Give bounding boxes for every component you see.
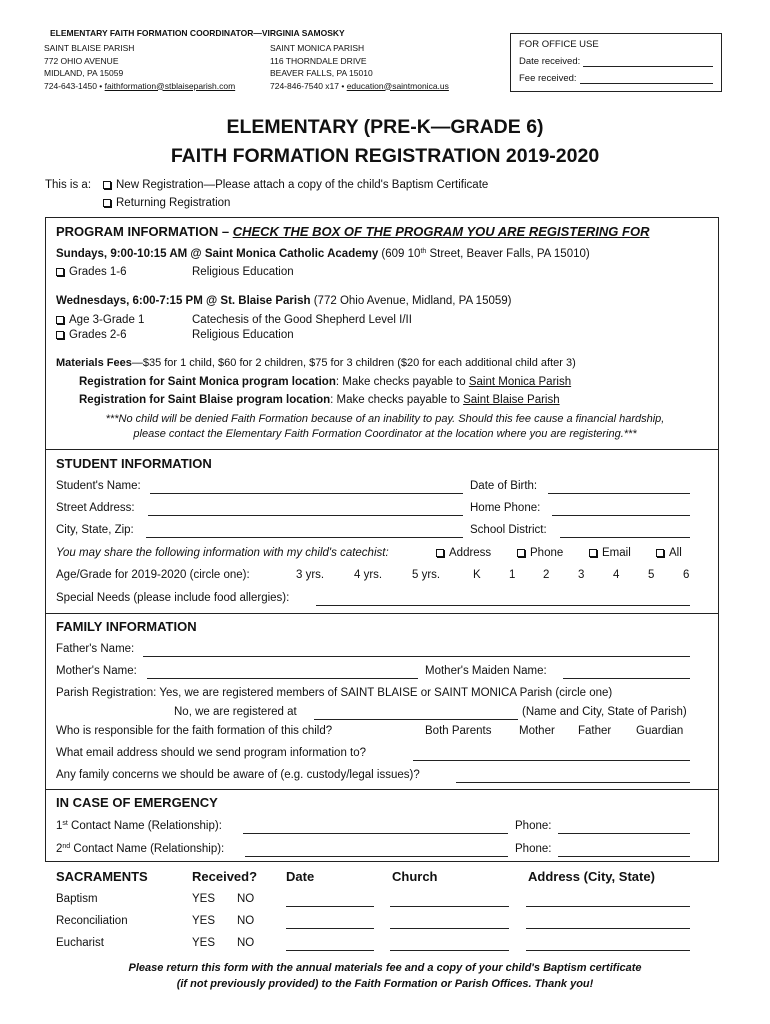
church-field[interactable]	[390, 950, 509, 951]
new-registration-checkbox[interactable]	[103, 181, 111, 189]
date-received-label: Date received:	[519, 56, 581, 67]
student-name-field[interactable]	[150, 493, 463, 494]
wednesday-age3-option[interactable]: Age 3-Grade 1	[56, 314, 144, 326]
returning-registration-label: Returning Registration	[116, 197, 231, 209]
yes-option[interactable]: YES	[192, 915, 216, 927]
date-field[interactable]	[286, 906, 374, 907]
date-received-field[interactable]	[583, 55, 713, 67]
program-heading-instruction: CHECK THE BOX OF THE PROGRAM YOU ARE REGISTERING FOR	[232, 224, 650, 239]
family-heading: FAMILY INFORMATION	[56, 619, 197, 634]
student-heading: STUDENT INFORMATION	[56, 456, 212, 471]
monica-name: SAINT MONICA PARISH	[270, 43, 365, 53]
program-heading: PROGRAM INFORMATION – CHECK THE BOX OF THE PROGRAM YOU ARE REGISTERING FOR	[56, 224, 650, 239]
wednesday-grades-program: Religious Education	[192, 329, 294, 341]
date-field[interactable]	[286, 950, 374, 951]
returning-registration-checkbox[interactable]	[103, 199, 111, 207]
fee-received-field[interactable]	[580, 72, 713, 84]
mother-field[interactable]	[147, 678, 418, 679]
coordinator-heading: ELEMENTARY FAITH FORMATION COORDINATOR—VIRGINIA SAMOSKY	[50, 28, 345, 38]
monica-contact	[270, 42, 449, 92]
address-header: Address (City, State)	[528, 869, 655, 884]
share-address-option[interactable]: Address	[436, 547, 491, 559]
age-option[interactable]: 3 yrs.	[296, 569, 325, 581]
date-field[interactable]	[286, 928, 374, 929]
no-option[interactable]: NO	[237, 893, 255, 905]
city-field[interactable]	[146, 537, 463, 538]
blaise-city: MIDLAND, PA 15059	[44, 68, 124, 78]
yes-option[interactable]: YES	[192, 937, 216, 949]
dob-field[interactable]	[548, 493, 690, 494]
other-parish-field[interactable]	[314, 719, 518, 720]
share-address-checkbox[interactable]	[436, 549, 444, 557]
monica-street: 116 THORNDALE DRIVE	[270, 55, 367, 66]
office-use-box	[510, 33, 722, 92]
address-field[interactable]	[526, 906, 690, 907]
church-header: Church	[392, 869, 438, 884]
contact2-phone-field[interactable]	[558, 856, 690, 857]
grade-option[interactable]: 5	[648, 569, 655, 581]
blaise-street: 772 OHIO AVENUE	[44, 55, 119, 66]
district-label: School District:	[470, 524, 547, 536]
contact1-field[interactable]	[243, 833, 508, 834]
email-question-label: What email address should we send program information to?	[56, 747, 367, 759]
date-header: Date	[286, 869, 315, 884]
city-label: City, State, Zip:	[56, 524, 134, 536]
wednesday-grades-checkbox[interactable]	[56, 331, 64, 339]
father-label: Father's Name:	[56, 643, 135, 655]
yes-option[interactable]: YES	[192, 893, 216, 905]
no-registration-label: No, we are registered at	[174, 706, 297, 718]
dob-label: Date of Birth:	[470, 480, 538, 492]
contact1-phone-label: Phone:	[515, 820, 552, 832]
parish-registration-label: Parish Registration: Yes, we are registered members of SAINT BLAISE or SAINT MONICA Parish (circle one)	[56, 687, 613, 699]
registration-type-prefix: This is a:	[45, 179, 92, 191]
age-grade-label: Age/Grade for 2019-2020 (circle one):	[56, 569, 250, 581]
no-option[interactable]: NO	[237, 915, 255, 927]
home-phone-label: Home Phone:	[470, 502, 541, 514]
emergency-heading: IN CASE OF EMERGENCY	[56, 795, 218, 810]
father-field[interactable]	[143, 656, 690, 657]
divider	[45, 613, 718, 614]
address-field[interactable]	[526, 928, 690, 929]
share-phone-checkbox[interactable]	[517, 549, 525, 557]
concerns-field[interactable]	[456, 782, 690, 783]
sacraments-header: SACRAMENTS	[56, 869, 148, 884]
fee-received-row	[519, 67, 713, 84]
grade-option[interactable]: 4	[613, 569, 620, 581]
other-parish-hint: (Name and City, State of Parish)	[522, 706, 687, 718]
church-field[interactable]	[390, 928, 509, 929]
church-field[interactable]	[390, 906, 509, 907]
grade-option[interactable]: 2	[543, 569, 550, 581]
divider	[45, 449, 718, 450]
contact2-phone-label: Phone:	[515, 843, 552, 855]
sunday-grades-checkbox[interactable]	[56, 268, 64, 276]
special-needs-field[interactable]	[316, 605, 690, 606]
age-option[interactable]: 5 yrs.	[412, 569, 441, 581]
sacrament-name: Reconciliation	[56, 915, 128, 927]
responsible-label: Who is responsible for the faith formation of this child?	[56, 725, 333, 737]
sunday-program-name: Religious Education	[192, 266, 294, 278]
grade-option[interactable]: K	[473, 569, 481, 581]
grade-option[interactable]: 3	[578, 569, 585, 581]
blaise-phone: 724-643-1450 •	[44, 80, 105, 91]
title-line-1: ELEMENTARY (PRE-K—GRADE 6)	[226, 116, 544, 138]
special-needs-label: Special Needs (please include food allergies):	[56, 592, 290, 604]
no-option[interactable]: NO	[237, 937, 255, 949]
wednesday-age3-program: Catechesis of the Good Shepherd Level I/II	[192, 314, 412, 326]
date-received-row	[519, 50, 713, 67]
sunday-grades-option[interactable]: Grades 1-6	[56, 266, 127, 278]
sacrament-name: Baptism	[56, 893, 98, 905]
footer-line-2: (if not previously provided) to the Faith Formation or Parish Offices. Thank you!	[176, 978, 594, 990]
returning-registration-option[interactable]	[103, 197, 230, 209]
blaise-payment: Registration for Saint Blaise program location: Make checks payable to Saint Blaise Parish	[79, 394, 560, 406]
divider	[45, 789, 718, 790]
responsible-option[interactable]: Both Parents	[425, 725, 492, 737]
grade-option[interactable]: 1	[509, 569, 516, 581]
student-name-label: Student's Name:	[56, 480, 141, 492]
sacrament-name: Eucharist	[56, 937, 104, 949]
contact1-phone-field[interactable]	[558, 833, 690, 834]
grade-option[interactable]: 6	[683, 569, 690, 581]
mother-label: Mother's Name:	[56, 665, 137, 677]
materials-fees: Materials Fees—$35 for 1 child, $60 for 2 children, $75 for 3 children ($20 for each additional child after 3)	[56, 357, 576, 369]
contact1-label: 1st Contact Name (Relationship):	[56, 820, 222, 832]
responsible-option[interactable]: Mother	[519, 725, 555, 737]
monica-phone: 724-846-7540 x17 •	[270, 80, 347, 91]
contact2-label: 2nd Contact Name (Relationship):	[56, 843, 225, 855]
sunday-program-line: Sundays, 9:00-10:15 AM @ Saint Monica Catholic Academy (609 10th Street, Beaver Falls, PA 15010)	[56, 248, 590, 260]
title-line-2: FAITH FORMATION REGISTRATION 2019-2020	[170, 145, 600, 167]
maiden-label: Mother's Maiden Name:	[425, 665, 547, 677]
hardship-note-2: please contact the Elementary Faith Formation Coordinator at the location where you are registering.***	[133, 428, 637, 440]
home-phone-field[interactable]	[552, 515, 690, 516]
fee-received-label: Fee received:	[519, 73, 577, 84]
contact2-field[interactable]	[245, 856, 508, 857]
street-field[interactable]	[148, 515, 463, 516]
share-info-label: You may share the following information with my child's catechist:	[56, 547, 389, 559]
share-email-checkbox[interactable]	[589, 549, 597, 557]
footer-line-1: Please return this form with the annual materials fee and a copy of your child's Baptism certificate	[128, 962, 642, 974]
wednesday-grades-option[interactable]: Grades 2-6	[56, 329, 127, 341]
monica-payment: Registration for Saint Monica program location: Make checks payable to Saint Monica Parish	[79, 376, 572, 388]
new-registration-label: New Registration—Please attach a copy of the child's Baptism Certificate	[116, 179, 489, 191]
monica-city: BEAVER FALLS, PA 15010	[270, 68, 373, 78]
maiden-field[interactable]	[563, 678, 690, 679]
district-field[interactable]	[560, 537, 690, 538]
wednesday-age3-checkbox[interactable]	[56, 316, 64, 324]
monica-email-link[interactable]: education@saintmonica.us	[346, 80, 449, 91]
share-all-option[interactable]: All	[656, 547, 682, 559]
office-use-title: FOR OFFICE USE	[519, 39, 599, 50]
concerns-label: Any family concerns we should be aware of (e.g. custody/legal issues)?	[56, 769, 420, 781]
blaise-email-link[interactable]: faithformation@stblaiseparish.com	[104, 80, 236, 91]
new-registration-option[interactable]	[103, 179, 488, 191]
email-field[interactable]	[413, 760, 690, 761]
share-all-checkbox[interactable]	[656, 549, 664, 557]
received-header: Received?	[192, 869, 258, 884]
wednesday-program-line: Wednesdays, 6:00-7:15 PM @ St. Blaise Parish (772 Ohio Avenue, Midland, PA 15059)	[56, 295, 512, 307]
street-label: Street Address:	[56, 502, 135, 514]
responsible-option[interactable]: Father	[578, 725, 612, 737]
address-field[interactable]	[526, 950, 690, 951]
share-email-option[interactable]: Email	[589, 547, 631, 559]
blaise-name: SAINT BLAISE PARISH	[44, 43, 135, 53]
hardship-note-1: ***No child will be denied Faith Formation because of an inability to pay. Should this fee cause a financial hardship,	[105, 413, 665, 425]
responsible-option[interactable]: Guardian	[636, 725, 684, 737]
share-phone-option[interactable]: Phone	[517, 547, 563, 559]
blaise-contact	[44, 42, 235, 92]
age-option[interactable]: 4 yrs.	[354, 569, 383, 581]
